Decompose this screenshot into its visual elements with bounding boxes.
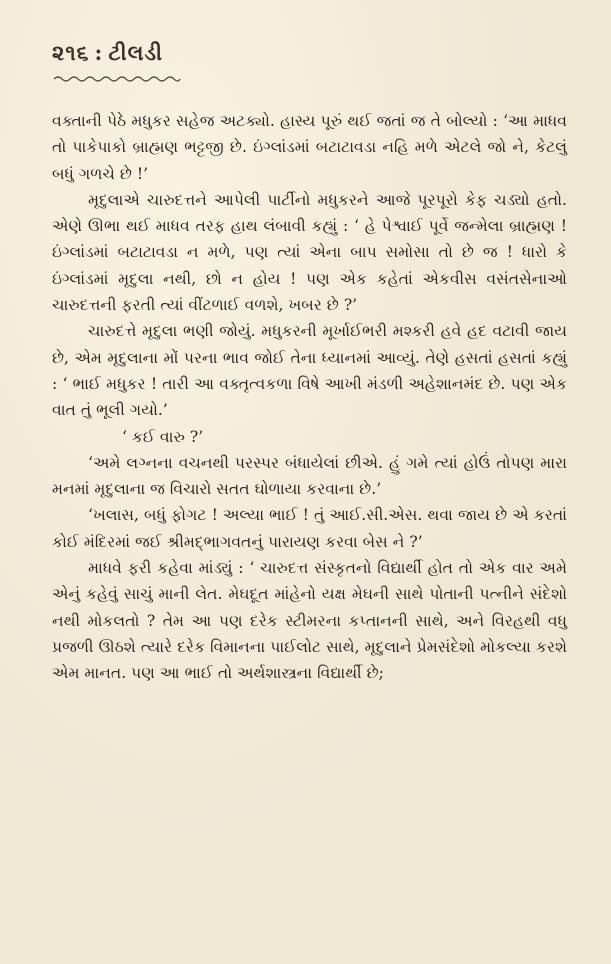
header-separator: : (94, 40, 104, 65)
paragraph-5: ‘અમે લગ્નના વચનથી પરસ્પર બંધાયેલાં છીએ. હું ગમે ત્યાં હોઉં તોપણ મારા મનમાં મૃદુલાના જ વિચારો સતત ઘોળાયા કરવાના છે.’ (52, 453, 567, 499)
paragraph-2: મૃદુલાએ ચારુદત્તને આપેલી પાર્ટીનો મધુકરને આજે પૂરપૂરો કેફ ચડ્યો હતો. એણે ઊભા થઈ માધવ તરફ હાથ લંબાવી કહ્યું : ‘ હે પેશ્વાઈ પૂર્વે જન્મેલા બ્રાહ્મણ ! ઇંગ્લાંડમાં બટાટાવડા ન મળે, પણ ત્યાં એના બાપ સમોસા તો છે જ ! ધારો કે ઇંગ્લાંડમાં મૃદુલા નથી, છો ન હોય ! પણ એક કહેતાં એકવીસ વસંતસેનાઓ ચારુદત્તની ફરતી ત્યાં વીંટળાઈ વળશે, ખબર છે ?’ (52, 190, 567, 315)
page-header (52, 40, 567, 102)
paragraph-3: ચારુદત્તે મૃદુલા ભણી જોયું. મધુકરની મૂર્ખાઈભરી મશ્કરી હવે હદ વટાવી જાય છે, એમ મૃદુલાના મોં પરના ભાવ જોઈ તેના ધ્યાનમાં આવ્યું. તેણે હસતાં હસતાં કહ્યું : ‘ ભાઈ મધુકર ! તારી આ વક્તૃત્વકળા વિષે આખી મંડળી અહેશાનમંદ છે. પણ એક વાત તું ભૂલી ગયો.’ (52, 322, 567, 420)
paragraph-1: વક્તાની પેઠે મધુકર સહેજ અટક્યો. હાસ્ય પૂરું થઈ જતાં જ તે બોલ્યો : ‘આ માધવ તો પાકેપાકો બ્રાહ્મણ ભટ્ટજી છે. ઇંગ્લાંડમાં બટાટાવડા નહિ મળે એટલે જો ને, કેટલું બધું ગળચે છે !’ (52, 112, 567, 183)
header-wavy-underline (52, 74, 182, 84)
paragraph-6: ‘ખલાસ, બધું ફોગટ ! અલ્યા ભાઈ ! તું આઈ.સી.એસ. થવા જાય છે એ કરતાં કોઈ મંદિરમાં જઈ શ્રીમદ્ભાગવતનું પારાયણ કરવા બેસ ને ?’ (52, 506, 567, 551)
paragraph-4: ‘ કઈ વારુ ?’ (122, 427, 204, 446)
page-number: ૨૧૬ (52, 40, 90, 65)
paragraph-7: માધવે ફરી કહેવા માંડ્યું : ‘ ચારુદત્ત સંસ્કૃતનો વિદ્યાર્થી હોત તો એક વાર અમે એનું કહેવું સાચું માની લેત. મેઘદૂત માંહેનો યક્ષ મેઘની સાથે પોતાની પત્નીને સંદેશો નથી મોકલતો ? તેમ આ પણ દરેક સ્ટીમરના કપ્તાનની સાથે, અને વિરહથી વધુ પ્રજળી ઊઠશે ત્યારે દરેક વિમાનના પાઈલોટ સાથે, મૃદુલાને પ્રેમસંદેશો મોકલ્યા કરશે એમ માનત. પણ આ ભાઈ તો અર્થશાસ્ત્રના વિદ્યાર્થી છે; (52, 559, 567, 683)
body-text (52, 108, 567, 687)
chapter-title: ટીલડી (108, 40, 163, 65)
